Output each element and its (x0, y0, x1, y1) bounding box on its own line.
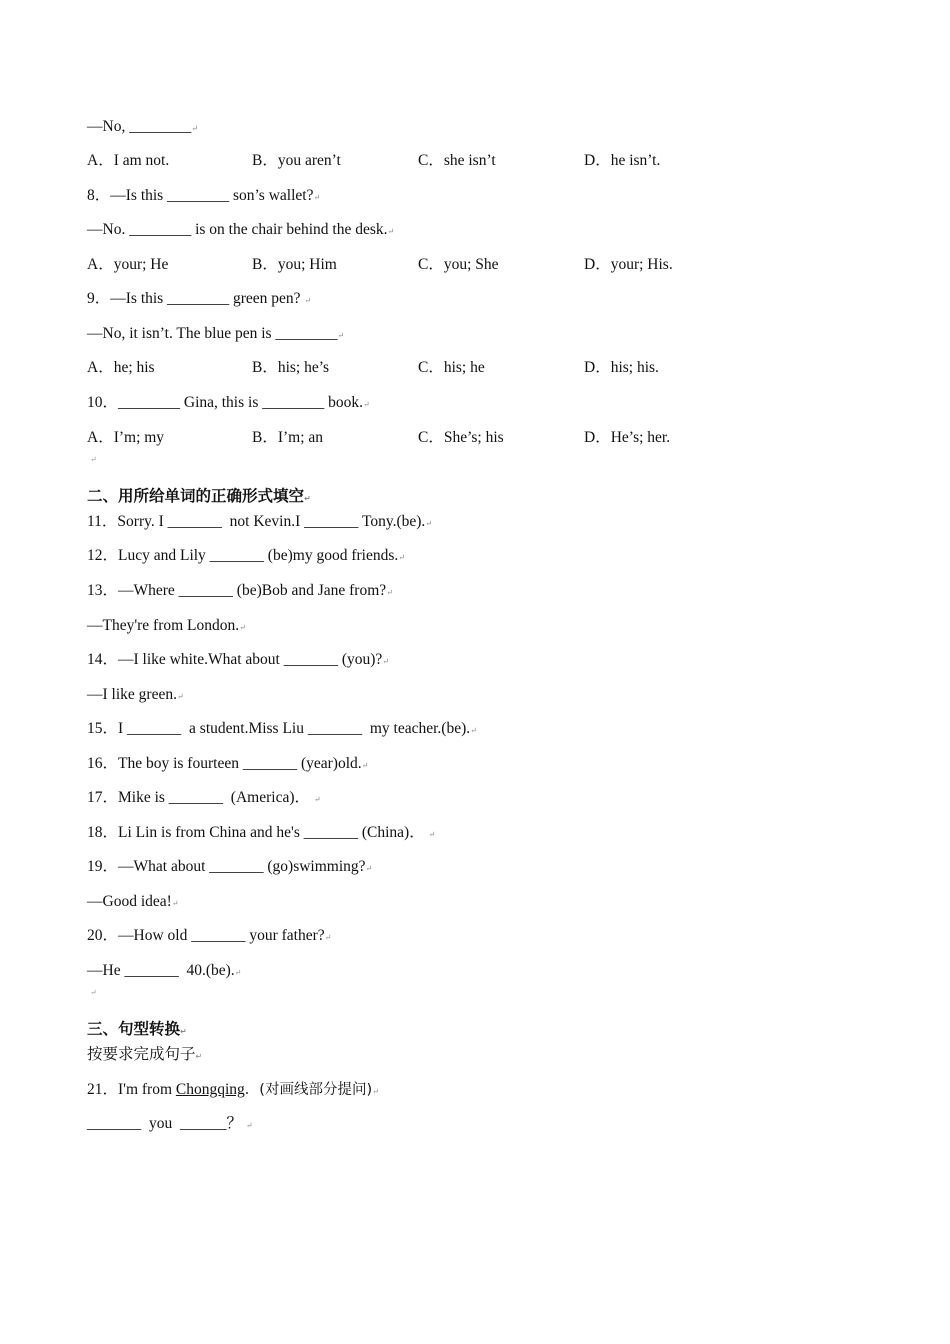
section2-line: 15．I _______ a student.Miss Liu _______ my teacher.(be).↵ (87, 720, 477, 737)
q8-line2: —No. ________ is on the chair behind the desk.↵ (87, 221, 395, 238)
section2-line: —They're from London.↵ (87, 617, 246, 634)
q10-option-b: B．I’m; an (252, 429, 324, 446)
section2-line: 19．—What about _______ (go)swimming?↵ (87, 858, 373, 875)
section2-line: 18．Li Lin is from China and he's _______ (China)． ↵ (87, 824, 436, 841)
q9-line1: 9．—Is this ________ green pen? ↵ (87, 290, 312, 307)
q21-answer-line: _______ you ______？ ↵ (87, 1115, 253, 1132)
section2-line: 20．—How old _______ your father?↵ (87, 927, 332, 944)
q7-option-b: B．you aren’t (252, 152, 341, 169)
q10-option-d: D．He’s; her. (584, 429, 671, 446)
q8-option-a: A．your; He (87, 256, 169, 273)
q7-option-d: D．he isn’t. (584, 152, 661, 169)
section2-line: 17．Mike is _______ (America)． ↵ (87, 789, 321, 806)
q21-line: 21．I'm from Chongqing．(对画线部分提问)↵ (87, 1081, 379, 1098)
q8-option-d: D．your; His. (584, 256, 673, 273)
section2-line: 16．The boy is fourteen _______ (year)old.↵ (87, 755, 369, 772)
q8-option-c: C．you; She (418, 256, 499, 273)
q9-option-c: C．his; he (418, 359, 485, 376)
section2-line: —I like green.↵ (87, 686, 184, 703)
section3-title: 三、句型转换↵ (87, 1020, 187, 1038)
section2-line: 13．—Where _______ (be)Bob and Jane from?↵ (87, 582, 393, 599)
q7-answer-line: —No, ________↵ (87, 118, 198, 135)
paragraph-mark: ↵ (90, 455, 97, 464)
section3-instruction: 按要求完成句子↵ (87, 1045, 203, 1063)
paragraph-mark: ↵ (90, 988, 97, 997)
q10-option-c: C．She’s; his (418, 429, 504, 446)
section2-line: 12．Lucy and Lily _______ (be)my good friends.↵ (87, 547, 405, 564)
q10-option-a: A．I’m; my (87, 429, 165, 446)
q9-option-b: B．his; he’s (252, 359, 330, 376)
q9-line2: —No, it isn’t. The blue pen is ________↵ (87, 325, 345, 342)
section2-line: —He _______ 40.(be).↵ (87, 962, 242, 979)
q8-line1: 8．—Is this ________ son’s wallet?↵ (87, 187, 321, 204)
q8-option-b: B．you; Him (252, 256, 337, 273)
section2-line: 11．Sorry. I _______ not Kevin.I _______ Tony.(be).↵ (87, 513, 433, 530)
q7-option-c: C．she isn’t (418, 152, 496, 169)
q7-option-a: A．I am not. (87, 152, 170, 169)
q10-line1: 10．________ Gina, this is ________ book.↵ (87, 394, 370, 411)
section2-title: 二、用所给单词的正确形式填空↵ (87, 487, 311, 505)
q9-option-d: D．his; his. (584, 359, 659, 376)
section2-line: —Good idea!↵ (87, 893, 179, 910)
q9-option-a: A．he; his (87, 359, 155, 376)
section2-line: 14．—I like white.What about _______ (you)?↵ (87, 651, 389, 668)
q21-underlined-word: Chongqing (175, 1081, 245, 1098)
